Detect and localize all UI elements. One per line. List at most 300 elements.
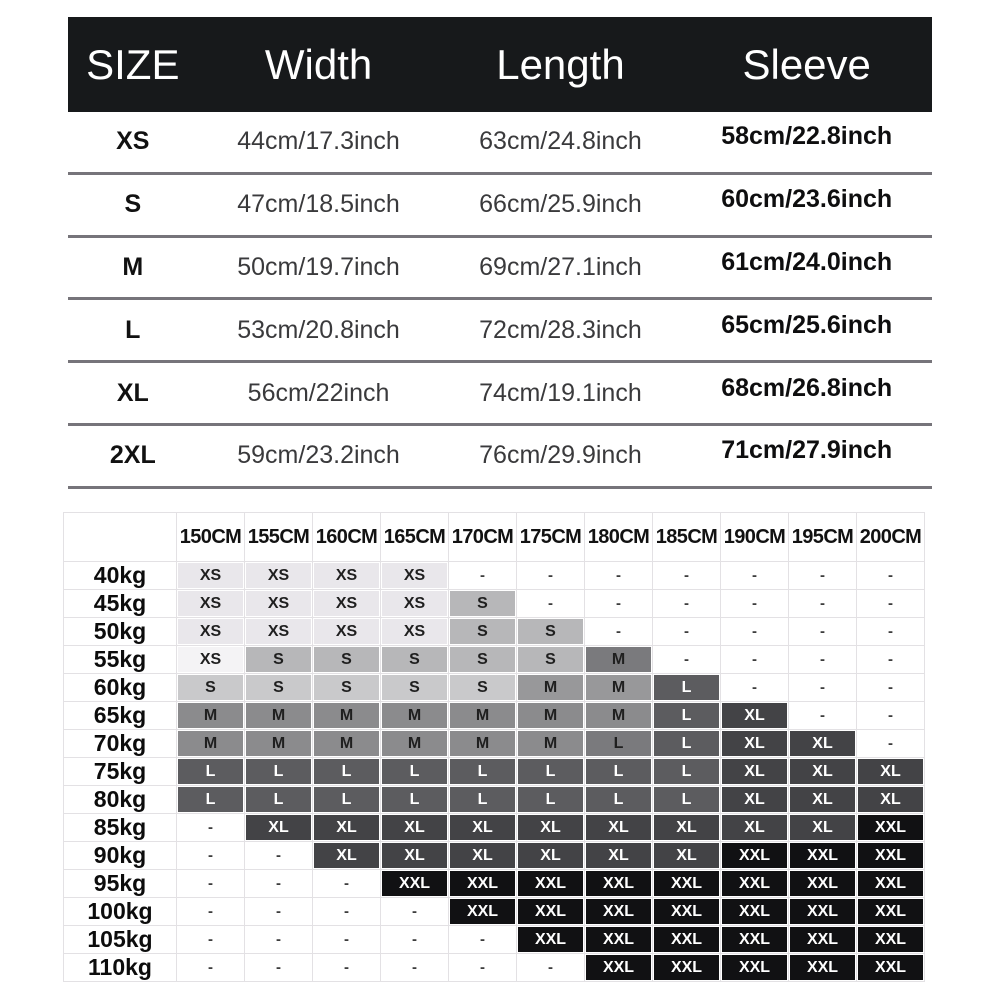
fit-cell-label: XXL (518, 871, 583, 896)
fit-cell-label: XL (654, 843, 719, 868)
fit-cell (857, 870, 925, 898)
fit-cell (449, 814, 517, 842)
length-value: 63cm/24.8inch (479, 127, 642, 156)
empty-cell (585, 618, 653, 646)
spec-table-body (68, 112, 932, 489)
fit-cell (857, 786, 925, 814)
fit-cell (381, 702, 449, 730)
fit-cell (653, 842, 721, 870)
fit-cell (381, 786, 449, 814)
fit-cell-label: L (314, 759, 379, 784)
fit-cell-label: - (888, 651, 893, 668)
spec-row (68, 175, 932, 238)
fit-cell (721, 954, 789, 982)
empty-cell (381, 926, 449, 954)
fit-cell (517, 786, 585, 814)
fit-cell (517, 842, 585, 870)
empty-cell (449, 562, 517, 590)
fit-cell (857, 926, 925, 954)
fit-cell (449, 786, 517, 814)
fit-cell-label: XXL (790, 843, 855, 868)
fit-cell (245, 562, 313, 590)
height-header: 195CM (789, 513, 857, 562)
fit-cell (313, 646, 381, 674)
width-value: 50cm/19.7inch (237, 252, 400, 281)
sleeve-value: 65cm/25.6inch (721, 310, 893, 339)
empty-cell (245, 926, 313, 954)
fit-cell-label: S (246, 675, 311, 700)
matrix-row (64, 898, 925, 926)
weight-label: 110kg (64, 954, 177, 982)
fit-cell (721, 730, 789, 758)
fit-cell (313, 730, 381, 758)
fit-cell (381, 590, 449, 618)
fit-cell-label: XS (178, 563, 243, 588)
matrix-row (64, 702, 925, 730)
fit-cell (381, 842, 449, 870)
empty-cell (245, 842, 313, 870)
fit-cell (721, 926, 789, 954)
weight-label: 95kg (64, 870, 177, 898)
fit-cell-label: XL (450, 843, 515, 868)
width-value: 47cm/18.5inch (237, 190, 400, 219)
fit-cell (857, 814, 925, 842)
fit-cell-label: M (246, 731, 311, 756)
matrix-row (64, 954, 925, 982)
fit-cell (789, 870, 857, 898)
weight-label: 85kg (64, 814, 177, 842)
fit-cell (381, 870, 449, 898)
fit-matrix-table (63, 512, 925, 982)
fit-cell-label: S (450, 619, 515, 644)
weight-label: 105kg (64, 926, 177, 954)
fit-cell (789, 898, 857, 926)
fit-cell (585, 898, 653, 926)
fit-cell-label: S (450, 675, 515, 700)
fit-cell (585, 870, 653, 898)
fit-cell-label: L (586, 759, 651, 784)
fit-cell-label: XXL (790, 871, 855, 896)
fit-cell-label: M (518, 675, 583, 700)
fit-cell-label: - (684, 623, 689, 640)
empty-cell (449, 926, 517, 954)
fit-cell (517, 926, 585, 954)
spec-row (68, 112, 932, 175)
fit-cell-label: - (820, 679, 825, 696)
fit-cell-label: L (450, 787, 515, 812)
fit-cell (585, 814, 653, 842)
height-header: 180CM (585, 513, 653, 562)
fit-cell (381, 730, 449, 758)
fit-cell (449, 898, 517, 926)
fit-cell (313, 786, 381, 814)
fit-cell (245, 730, 313, 758)
empty-cell (789, 702, 857, 730)
fit-cell-label: - (208, 959, 213, 976)
empty-cell (177, 898, 245, 926)
length-value: 66cm/25.9inch (479, 190, 642, 219)
weight-label: 45kg (64, 590, 177, 618)
fit-cell-label: M (450, 703, 515, 728)
fit-cell (517, 702, 585, 730)
fit-cell-label: XL (722, 703, 787, 728)
fit-cell-label: M (382, 703, 447, 728)
fit-cell-label: XS (178, 619, 243, 644)
fit-cell-label: XXL (858, 815, 923, 840)
fit-cell-label: XL (790, 759, 855, 784)
size-label: 2XL (109, 441, 156, 470)
empty-cell (721, 674, 789, 702)
fit-cell (313, 814, 381, 842)
fit-cell-label: - (276, 931, 281, 948)
empty-cell (381, 898, 449, 926)
weight-label: 55kg (64, 646, 177, 674)
fit-cell-label: - (616, 567, 621, 584)
empty-cell (245, 954, 313, 982)
empty-cell (585, 562, 653, 590)
sleeve-value: 60cm/23.6inch (721, 185, 893, 214)
fit-cell-label: XXL (722, 927, 787, 952)
matrix-header-row (64, 513, 925, 562)
empty-cell (857, 702, 925, 730)
size-label: L (125, 315, 141, 344)
fit-cell (313, 674, 381, 702)
empty-cell (177, 842, 245, 870)
fit-cell-label: - (888, 623, 893, 640)
fit-cell-label: - (344, 959, 349, 976)
length-value: 76cm/29.9inch (479, 441, 642, 470)
matrix-row (64, 870, 925, 898)
empty-cell (857, 646, 925, 674)
height-header: 150CM (177, 513, 245, 562)
fit-cell (517, 730, 585, 758)
fit-cell (313, 702, 381, 730)
matrix-row (64, 758, 925, 786)
fit-cell-label: - (684, 567, 689, 584)
fit-cell-label: L (382, 787, 447, 812)
fit-cell-label: L (178, 759, 243, 784)
fit-cell (313, 618, 381, 646)
fit-cell-label: - (412, 931, 417, 948)
fit-cell-label: L (654, 787, 719, 812)
fit-cell-label: XXL (586, 927, 651, 952)
fit-cell-label: XL (586, 815, 651, 840)
fit-cell-label: XS (314, 591, 379, 616)
fit-cell (789, 758, 857, 786)
fit-cell-label: - (684, 651, 689, 668)
size-label: S (124, 190, 142, 219)
fit-cell (789, 786, 857, 814)
fit-cell-label: XS (246, 591, 311, 616)
sleeve-value: 58cm/22.8inch (721, 122, 893, 151)
fit-cell-label: - (752, 651, 757, 668)
fit-cell-label: XS (178, 647, 243, 672)
fit-cell-label: XL (722, 815, 787, 840)
fit-cell (721, 870, 789, 898)
fit-cell-label: M (314, 703, 379, 728)
fit-cell-label: XL (314, 815, 379, 840)
fit-cell-label: L (246, 787, 311, 812)
fit-cell (381, 674, 449, 702)
fit-cell (517, 814, 585, 842)
fit-cell-label: XS (382, 619, 447, 644)
fit-cell (721, 814, 789, 842)
fit-cell (313, 562, 381, 590)
fit-cell-label: XL (382, 815, 447, 840)
fit-cell-label: S (382, 647, 447, 672)
fit-cell-label: XS (314, 619, 379, 644)
fit-cell-label: XL (858, 787, 923, 812)
empty-cell (245, 870, 313, 898)
fit-cell-label: L (654, 703, 719, 728)
empty-cell (313, 898, 381, 926)
fit-cell (449, 870, 517, 898)
fit-cell (245, 674, 313, 702)
sleeve-value: 71cm/27.9inch (721, 436, 893, 465)
fit-cell-label: XXL (450, 899, 515, 924)
fit-cell-label: XXL (858, 955, 923, 980)
fit-cell (653, 702, 721, 730)
fit-cell-label: XXL (654, 927, 719, 952)
matrix-row (64, 814, 925, 842)
fit-cell (653, 926, 721, 954)
fit-cell-label: - (548, 567, 553, 584)
fit-cell (381, 562, 449, 590)
fit-cell (313, 758, 381, 786)
sleeve-value: 61cm/24.0inch (721, 247, 893, 276)
matrix-row (64, 926, 925, 954)
fit-cell (449, 758, 517, 786)
fit-cell-label: XXL (722, 871, 787, 896)
fit-cell-label: M (586, 675, 651, 700)
spec-table-header (68, 17, 932, 112)
fit-cell (721, 758, 789, 786)
empty-cell (653, 646, 721, 674)
fit-cell (653, 786, 721, 814)
fit-cell (449, 730, 517, 758)
empty-cell (517, 562, 585, 590)
fit-cell-label: - (480, 959, 485, 976)
fit-cell (449, 842, 517, 870)
fit-cell (449, 674, 517, 702)
fit-cell (585, 730, 653, 758)
fit-cell-label: L (654, 759, 719, 784)
fit-cell-label: S (450, 647, 515, 672)
fit-cell-label: XXL (858, 871, 923, 896)
col-header-width: Width (264, 40, 373, 88)
fit-cell (313, 590, 381, 618)
fit-cell-label: XS (314, 563, 379, 588)
empty-cell (517, 590, 585, 618)
empty-cell (789, 618, 857, 646)
empty-cell (721, 562, 789, 590)
fit-cell-label: M (314, 731, 379, 756)
fit-cell-label: M (518, 731, 583, 756)
weight-label: 40kg (64, 562, 177, 590)
size-label: XS (116, 127, 150, 156)
weight-label: 100kg (64, 898, 177, 926)
fit-cell (585, 646, 653, 674)
fit-cell-label: XXL (518, 927, 583, 952)
fit-cell-label: - (616, 595, 621, 612)
fit-cell-label: - (888, 567, 893, 584)
matrix-row (64, 618, 925, 646)
matrix-corner-cell (64, 513, 177, 562)
fit-cell (381, 618, 449, 646)
fit-cell (177, 730, 245, 758)
empty-cell (789, 562, 857, 590)
empty-cell (721, 618, 789, 646)
fit-cell (585, 674, 653, 702)
fit-cell (585, 786, 653, 814)
fit-cell-label: - (616, 623, 621, 640)
fit-cell-label: XL (586, 843, 651, 868)
fit-cell-label: XXL (722, 955, 787, 980)
fit-cell-label: XXL (382, 871, 447, 896)
col-header-length: Length (496, 40, 625, 88)
fit-cell (449, 618, 517, 646)
fit-cell-label: - (208, 875, 213, 892)
fit-cell-label: - (820, 623, 825, 640)
fit-cell (177, 674, 245, 702)
weight-label: 80kg (64, 786, 177, 814)
fit-cell-label: - (888, 679, 893, 696)
height-header: 160CM (313, 513, 381, 562)
fit-cell-label: M (450, 731, 515, 756)
fit-cell-label: M (586, 703, 651, 728)
fit-cell-label: - (480, 567, 485, 584)
height-header: 170CM (449, 513, 517, 562)
spec-row (68, 426, 932, 489)
fit-cell-label: - (820, 707, 825, 724)
fit-cell (585, 926, 653, 954)
fit-cell-label: S (382, 675, 447, 700)
fit-cell-label: XL (654, 815, 719, 840)
fit-cell-label: L (518, 787, 583, 812)
weight-label: 65kg (64, 702, 177, 730)
fit-cell (517, 758, 585, 786)
fit-cell-label: M (178, 731, 243, 756)
fit-cell (381, 758, 449, 786)
fit-cell-label: XXL (858, 899, 923, 924)
fit-cell (245, 646, 313, 674)
width-value: 56cm/22inch (247, 378, 390, 407)
fit-cell (449, 702, 517, 730)
fit-cell (245, 702, 313, 730)
fit-cell-label: XXL (586, 871, 651, 896)
fit-cell-label: XXL (858, 927, 923, 952)
fit-cell-label: L (382, 759, 447, 784)
fit-cell (653, 814, 721, 842)
fit-cell (177, 618, 245, 646)
fit-cell (789, 842, 857, 870)
fit-cell (653, 674, 721, 702)
weight-label: 75kg (64, 758, 177, 786)
height-header: 175CM (517, 513, 585, 562)
fit-cell (517, 870, 585, 898)
fit-cell-label: - (344, 875, 349, 892)
empty-cell (177, 814, 245, 842)
fit-cell-label: - (888, 595, 893, 612)
fit-cell-label: M (382, 731, 447, 756)
empty-cell (313, 870, 381, 898)
fit-cell (381, 814, 449, 842)
fit-cell (789, 730, 857, 758)
fit-cell-label: S (314, 647, 379, 672)
fit-cell (789, 926, 857, 954)
fit-cell (245, 786, 313, 814)
width-value: 44cm/17.3inch (237, 127, 400, 156)
matrix-row (64, 562, 925, 590)
fit-cell-label: - (888, 707, 893, 724)
fit-cell-label: XS (246, 563, 311, 588)
empty-cell (177, 870, 245, 898)
fit-cell-label: XXL (790, 927, 855, 952)
empty-cell (789, 674, 857, 702)
fit-cell (653, 730, 721, 758)
fit-cell-label: - (276, 959, 281, 976)
length-value: 74cm/19.1inch (479, 378, 642, 407)
fit-cell-label: L (586, 787, 651, 812)
height-weight-matrix (63, 512, 925, 982)
empty-cell (245, 898, 313, 926)
fit-cell (245, 590, 313, 618)
fit-cell-label: S (450, 591, 515, 616)
fit-cell-label: - (276, 903, 281, 920)
matrix-row (64, 786, 925, 814)
empty-cell (857, 618, 925, 646)
fit-cell-label: XL (382, 843, 447, 868)
empty-cell (177, 926, 245, 954)
matrix-row (64, 730, 925, 758)
sleeve-value: 68cm/26.8inch (721, 373, 893, 402)
fit-cell-label: XXL (586, 955, 651, 980)
fit-cell (449, 646, 517, 674)
fit-cell (517, 646, 585, 674)
fit-cell-label: - (820, 567, 825, 584)
fit-cell (857, 758, 925, 786)
length-value: 69cm/27.1inch (479, 252, 642, 281)
fit-cell-label: - (684, 595, 689, 612)
matrix-row (64, 646, 925, 674)
empty-cell (789, 646, 857, 674)
size-label: M (122, 252, 144, 281)
fit-cell-label: M (586, 647, 651, 672)
fit-cell-label: - (548, 595, 553, 612)
weight-label: 90kg (64, 842, 177, 870)
fit-cell-label: - (412, 903, 417, 920)
fit-cell-label: XS (246, 619, 311, 644)
matrix-body (64, 562, 925, 982)
empty-cell (721, 646, 789, 674)
fit-cell-label: S (314, 675, 379, 700)
fit-cell-label: XXL (722, 843, 787, 868)
fit-cell-label: XS (382, 563, 447, 588)
fit-cell-label: - (820, 651, 825, 668)
fit-cell-label: XS (382, 591, 447, 616)
fit-cell-label: S (246, 647, 311, 672)
matrix-row (64, 674, 925, 702)
fit-cell-label: XXL (586, 899, 651, 924)
fit-cell-label: XXL (858, 843, 923, 868)
fit-cell-label: XXL (518, 899, 583, 924)
empty-cell (857, 730, 925, 758)
fit-cell-label: - (752, 567, 757, 584)
empty-cell (789, 590, 857, 618)
fit-cell (517, 618, 585, 646)
matrix-row (64, 590, 925, 618)
fit-cell (653, 898, 721, 926)
